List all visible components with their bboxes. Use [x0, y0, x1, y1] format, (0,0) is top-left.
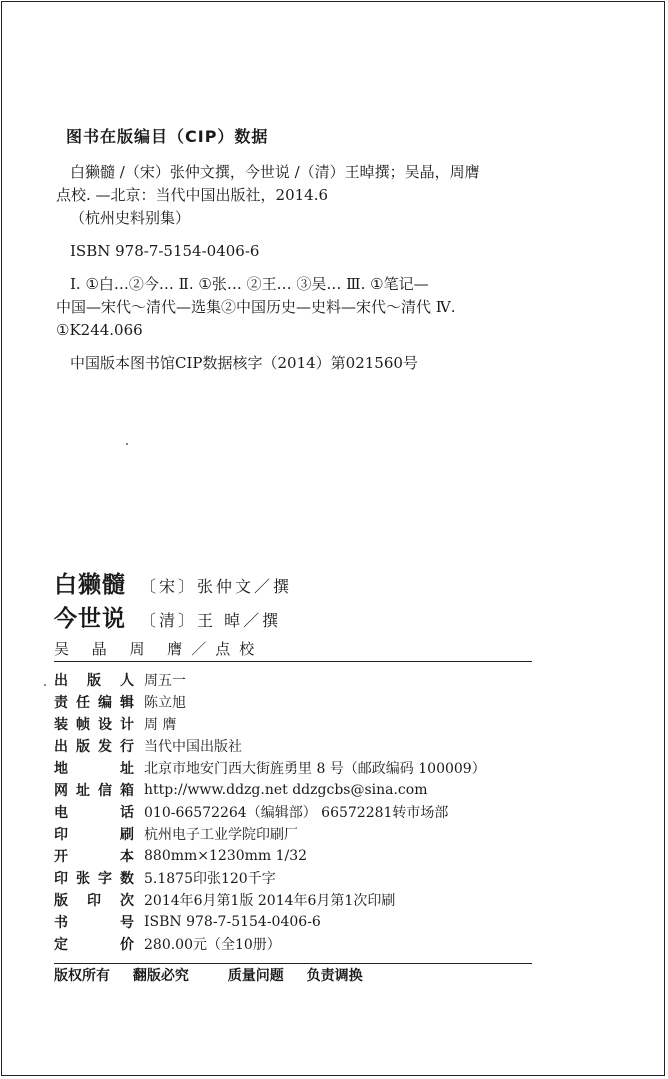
- footer-quality: 质量问题: [227, 968, 284, 984]
- colophon-label-char: 话: [120, 805, 134, 821]
- colophon-value: 周五一: [144, 673, 186, 689]
- footer-exchange: 负责调换: [306, 968, 363, 984]
- colophon-label-char: 价: [120, 937, 134, 953]
- divider-top: [54, 661, 532, 662]
- colophon-label-char: 开: [54, 849, 68, 865]
- colophon-label-char: 辑: [120, 695, 134, 711]
- colophon-row: [54, 691, 554, 713]
- colophon-value: 5.1875印张120千字: [144, 871, 276, 887]
- colophon-row: [54, 845, 554, 867]
- colophon-label: [54, 824, 134, 844]
- colophon-label-char: 印: [87, 893, 101, 909]
- cip-class-line-2: 中国—宋代～清代—选集②中国历史—史料—宋代～清代 Ⅳ.: [56, 298, 456, 316]
- title-block: [54, 566, 534, 662]
- colophon-value: 010-66572264（编辑部） 66572281转市场部: [144, 805, 449, 821]
- colophon-value: 880mm×1230mm 1/32: [144, 848, 308, 864]
- colophon-label-char: 编: [98, 695, 112, 711]
- divider-bottom: [54, 963, 532, 964]
- colophon-row: [54, 801, 554, 823]
- colophon-label-char: 数: [120, 871, 134, 887]
- cip-line-3: （杭州史料别集）: [70, 209, 191, 227]
- colophon-row: [54, 911, 554, 933]
- cip-class-line-3: ①K244.066: [56, 321, 143, 339]
- colophon-row: [54, 735, 554, 757]
- colophon-label-char: 帧: [76, 717, 90, 733]
- colophon-label: [54, 714, 134, 734]
- colophon-row: [54, 867, 554, 889]
- footer-no-piracy: 翻版必究: [132, 968, 189, 984]
- colophon-label: [54, 934, 134, 954]
- colophon-label-char: 号: [120, 915, 134, 931]
- colophon-label-char: 印: [54, 871, 68, 887]
- cip-heading: 图书在版编目（CIP）数据: [66, 127, 269, 146]
- colophon-value: http://www.ddzg.net ddzgcbs@sina.com: [144, 782, 428, 798]
- book-author-2: 〔清〕王 晫／撰: [140, 611, 282, 630]
- colophon-value: 北京市地安门西大街旌勇里 8 号（邮政编码 100009）: [144, 761, 486, 777]
- colophon-label-char: 次: [120, 893, 134, 909]
- editors-line: 吴 晶 周 膺／点校: [54, 640, 264, 658]
- cip-class-line-1: Ⅰ. ①白…②今… Ⅱ. ①张… ②王… ③吴… Ⅲ. ①笔记—: [70, 275, 429, 293]
- colophon-value: 当代中国出版社: [144, 739, 242, 755]
- copyright-notice: [54, 965, 381, 987]
- colophon-label-char: 书: [54, 915, 68, 931]
- colophon-row: [54, 889, 554, 911]
- colophon-label: [54, 780, 134, 800]
- colophon-value: 周 膺: [144, 717, 177, 733]
- colophon-value: 280.00元（全10册）: [144, 937, 281, 953]
- colophon-label-char: 网: [54, 783, 68, 799]
- colophon-row: [54, 669, 554, 691]
- colophon-label-char: 版: [76, 739, 90, 755]
- cip-line-1: 白獭髓 /（宋）张仲文撰，今世说 /（清）王晫撰；吴晶，周膺: [70, 163, 480, 181]
- colophon-label-char: 人: [120, 673, 134, 689]
- book-title-1: 白獭髓: [54, 572, 126, 598]
- colophon-label: [54, 692, 134, 712]
- scan-speck: [44, 684, 46, 686]
- colophon-label-char: 印: [54, 827, 68, 843]
- colophon-label: [54, 670, 134, 690]
- colophon-label-char: 责: [54, 695, 68, 711]
- colophon-table: [54, 669, 554, 955]
- footer-rights: 版权所有: [54, 968, 110, 984]
- colophon-label-char: 字: [98, 871, 112, 887]
- cip-record-number: 中国版本图书馆CIP数据核字（2014）第021560号: [70, 354, 418, 372]
- colophon-row: [54, 779, 554, 801]
- colophon-value: 2014年6月第1版 2014年6月第1次印刷: [144, 893, 396, 909]
- colophon-label-char: 址: [120, 761, 134, 777]
- colophon-value: 杭州电子工业学院印刷厂: [144, 827, 298, 843]
- colophon-label-char: 电: [54, 805, 68, 821]
- colophon-label: [54, 868, 134, 888]
- colophon-label: [54, 802, 134, 822]
- colophon-label-char: 信: [98, 783, 112, 799]
- colophon-label-char: 任: [76, 695, 90, 711]
- colophon-row: [54, 823, 554, 845]
- cip-isbn: ISBN 978-7-5154-0406-6: [70, 242, 260, 260]
- colophon-label-char: 刷: [120, 827, 134, 843]
- colophon-label-char: 行: [120, 739, 134, 755]
- book-title-2: 今世说: [54, 606, 126, 632]
- colophon-label-char: 版: [87, 673, 101, 689]
- title-row-1: [54, 566, 534, 600]
- title-row-2: [54, 600, 534, 634]
- colophon-value: ISBN 978-7-5154-0406-6: [144, 914, 321, 930]
- colophon-label-char: 地: [54, 761, 68, 777]
- colophon-label-char: 址: [76, 783, 90, 799]
- colophon-label: [54, 890, 134, 910]
- colophon-label-char: 箱: [120, 783, 134, 799]
- colophon-value: 陈立旭: [144, 695, 186, 711]
- cip-line-2: 点校. —北京：当代中国出版社，2014.6: [56, 186, 329, 204]
- colophon-label-char: 计: [120, 717, 134, 733]
- colophon-label: [54, 912, 134, 932]
- colophon-label: [54, 736, 134, 756]
- colophon-label-char: 张: [76, 871, 90, 887]
- book-author-1: 〔宋〕张仲文／撰: [140, 577, 293, 596]
- colophon-row: [54, 933, 554, 955]
- cip-block: [56, 124, 596, 375]
- colophon-label-char: 发: [98, 739, 112, 755]
- colophon-label: [54, 758, 134, 778]
- colophon-label-char: 版: [54, 893, 68, 909]
- colophon-label-char: 定: [54, 937, 68, 953]
- colophon-label-char: 本: [120, 849, 134, 865]
- colophon-row: [54, 713, 554, 735]
- colophon-label-char: 装: [54, 717, 68, 733]
- colophon-row: [54, 757, 554, 779]
- scan-speck: [126, 443, 128, 445]
- colophon-label: [54, 846, 134, 866]
- colophon-label-char: 出: [54, 673, 68, 689]
- colophon-label-char: 设: [98, 717, 112, 733]
- colophon-label-char: 出: [54, 739, 68, 755]
